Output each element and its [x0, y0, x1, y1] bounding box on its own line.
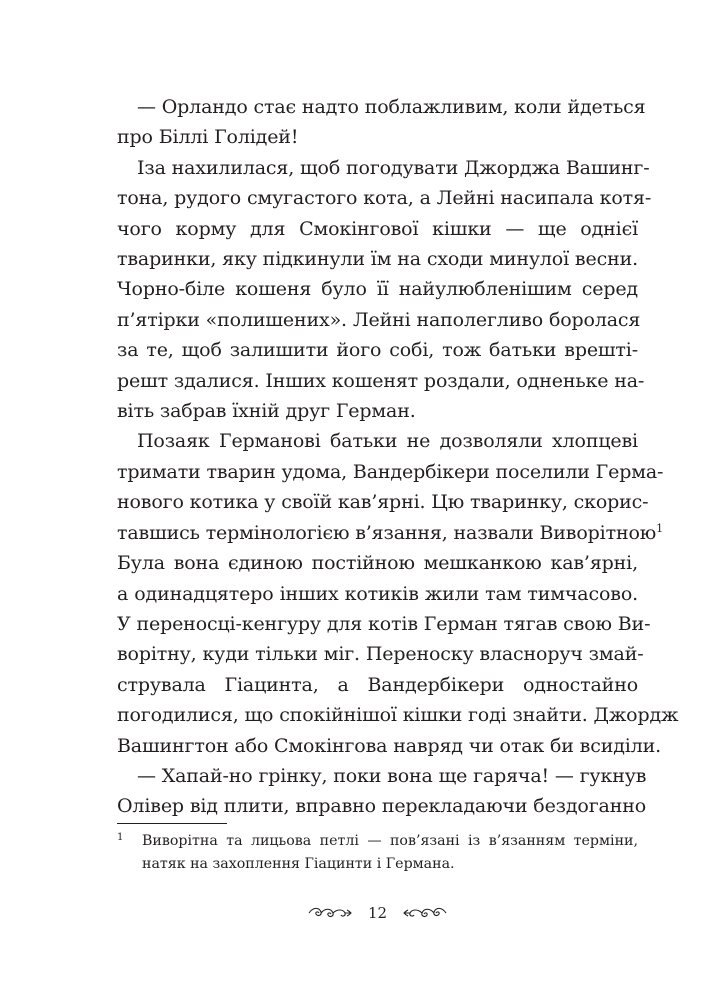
text-line: а одинадцятеро інших котиків жили там тимчасово.: [117, 582, 638, 605]
ornament-right-icon: [402, 906, 448, 920]
text-line: Іза нахилилася, щоб погодувати Джорджа Вашинг-: [137, 156, 650, 179]
page-number: 12: [367, 904, 388, 922]
footnote-mark: 1: [117, 832, 124, 843]
footnote-line: Виворітна та лицьова петлі — пов’язані із в’язанням терміни,: [142, 833, 638, 849]
paragraph-2: [117, 153, 652, 427]
footnote-line: натяк на захоплення Гіацинти і Германа.: [142, 855, 455, 872]
text-line: за те, щоб залишити його собі, тож батьки врешті-: [117, 339, 638, 362]
text-line: ворітну, куди тільки міг. Переноску власноруч змай-: [117, 643, 644, 666]
book-page: [117, 92, 679, 972]
text-line: тваринки, яку підкинули їм на сходи минулої весни.: [117, 248, 638, 271]
text-line: п’ятірки «полишених». Лейні наполегливо боролася: [117, 308, 641, 331]
text-line: — Орландо стає надто поблажливим, коли йдеться: [137, 96, 646, 118]
text-line: — Хапай-но грінку, поки вона ще гаряча! — гукнув: [137, 764, 647, 787]
text-line: нового котика у своїй кав’ярні. Цю тваринку, скорис-: [117, 491, 649, 514]
text-line: струвала Гіацинта, а Вандербікери одностайно: [117, 673, 638, 696]
ornament-left-icon: [307, 906, 353, 920]
text-line: тримати тварин удома, Вандербікери поселили Герма-: [117, 460, 664, 483]
page-number-footer: [117, 902, 638, 923]
text-line: У переносці-кенгуру для котів Герман тягав свою Ви-: [117, 612, 651, 635]
text-line: решт здалися. Інших кошенят роздали, одненьке на-: [117, 369, 645, 392]
text-line-with-footnote: [117, 518, 663, 548]
text-line: віть забрав їхній друг Герман.: [117, 400, 416, 423]
footnote-separator: [117, 823, 227, 824]
footnote-reference[interactable]: 1: [656, 521, 663, 535]
text-line: Олівер від плити, вправно перекладаючи бездоганно: [117, 795, 647, 818]
text-line: Чорно-біле кошеня було її найулюбленішим серед: [117, 278, 638, 301]
text-line: Позаяк Германові батьки не дозволяли хлопцеві: [137, 430, 638, 453]
text-line: про Біллі Голідей!: [117, 126, 299, 149]
text-line: тавшись термінологією в’язання, назвали Виворітною: [117, 521, 657, 544]
paragraph-1: [117, 92, 646, 153]
footnote-text: [142, 830, 638, 876]
paragraph-4: [117, 761, 647, 822]
text-line: Була вона єдиною постійною мешканкою кав’ярні,: [117, 552, 638, 575]
footnote: [117, 830, 638, 876]
text-line: тона, рудого смугастого кота, а Лейні насипала котя-: [117, 187, 652, 210]
paragraph-3: [117, 426, 679, 760]
text-line: погодилися, що спокійнішої кішки годі знайти. Джордж: [117, 704, 679, 727]
text-line: Вашингтон або Смокінгова навряд чи отак би всиділи.: [117, 734, 662, 757]
text-line: чого корму для Смокінгової кішки — ще однієї: [117, 217, 638, 240]
